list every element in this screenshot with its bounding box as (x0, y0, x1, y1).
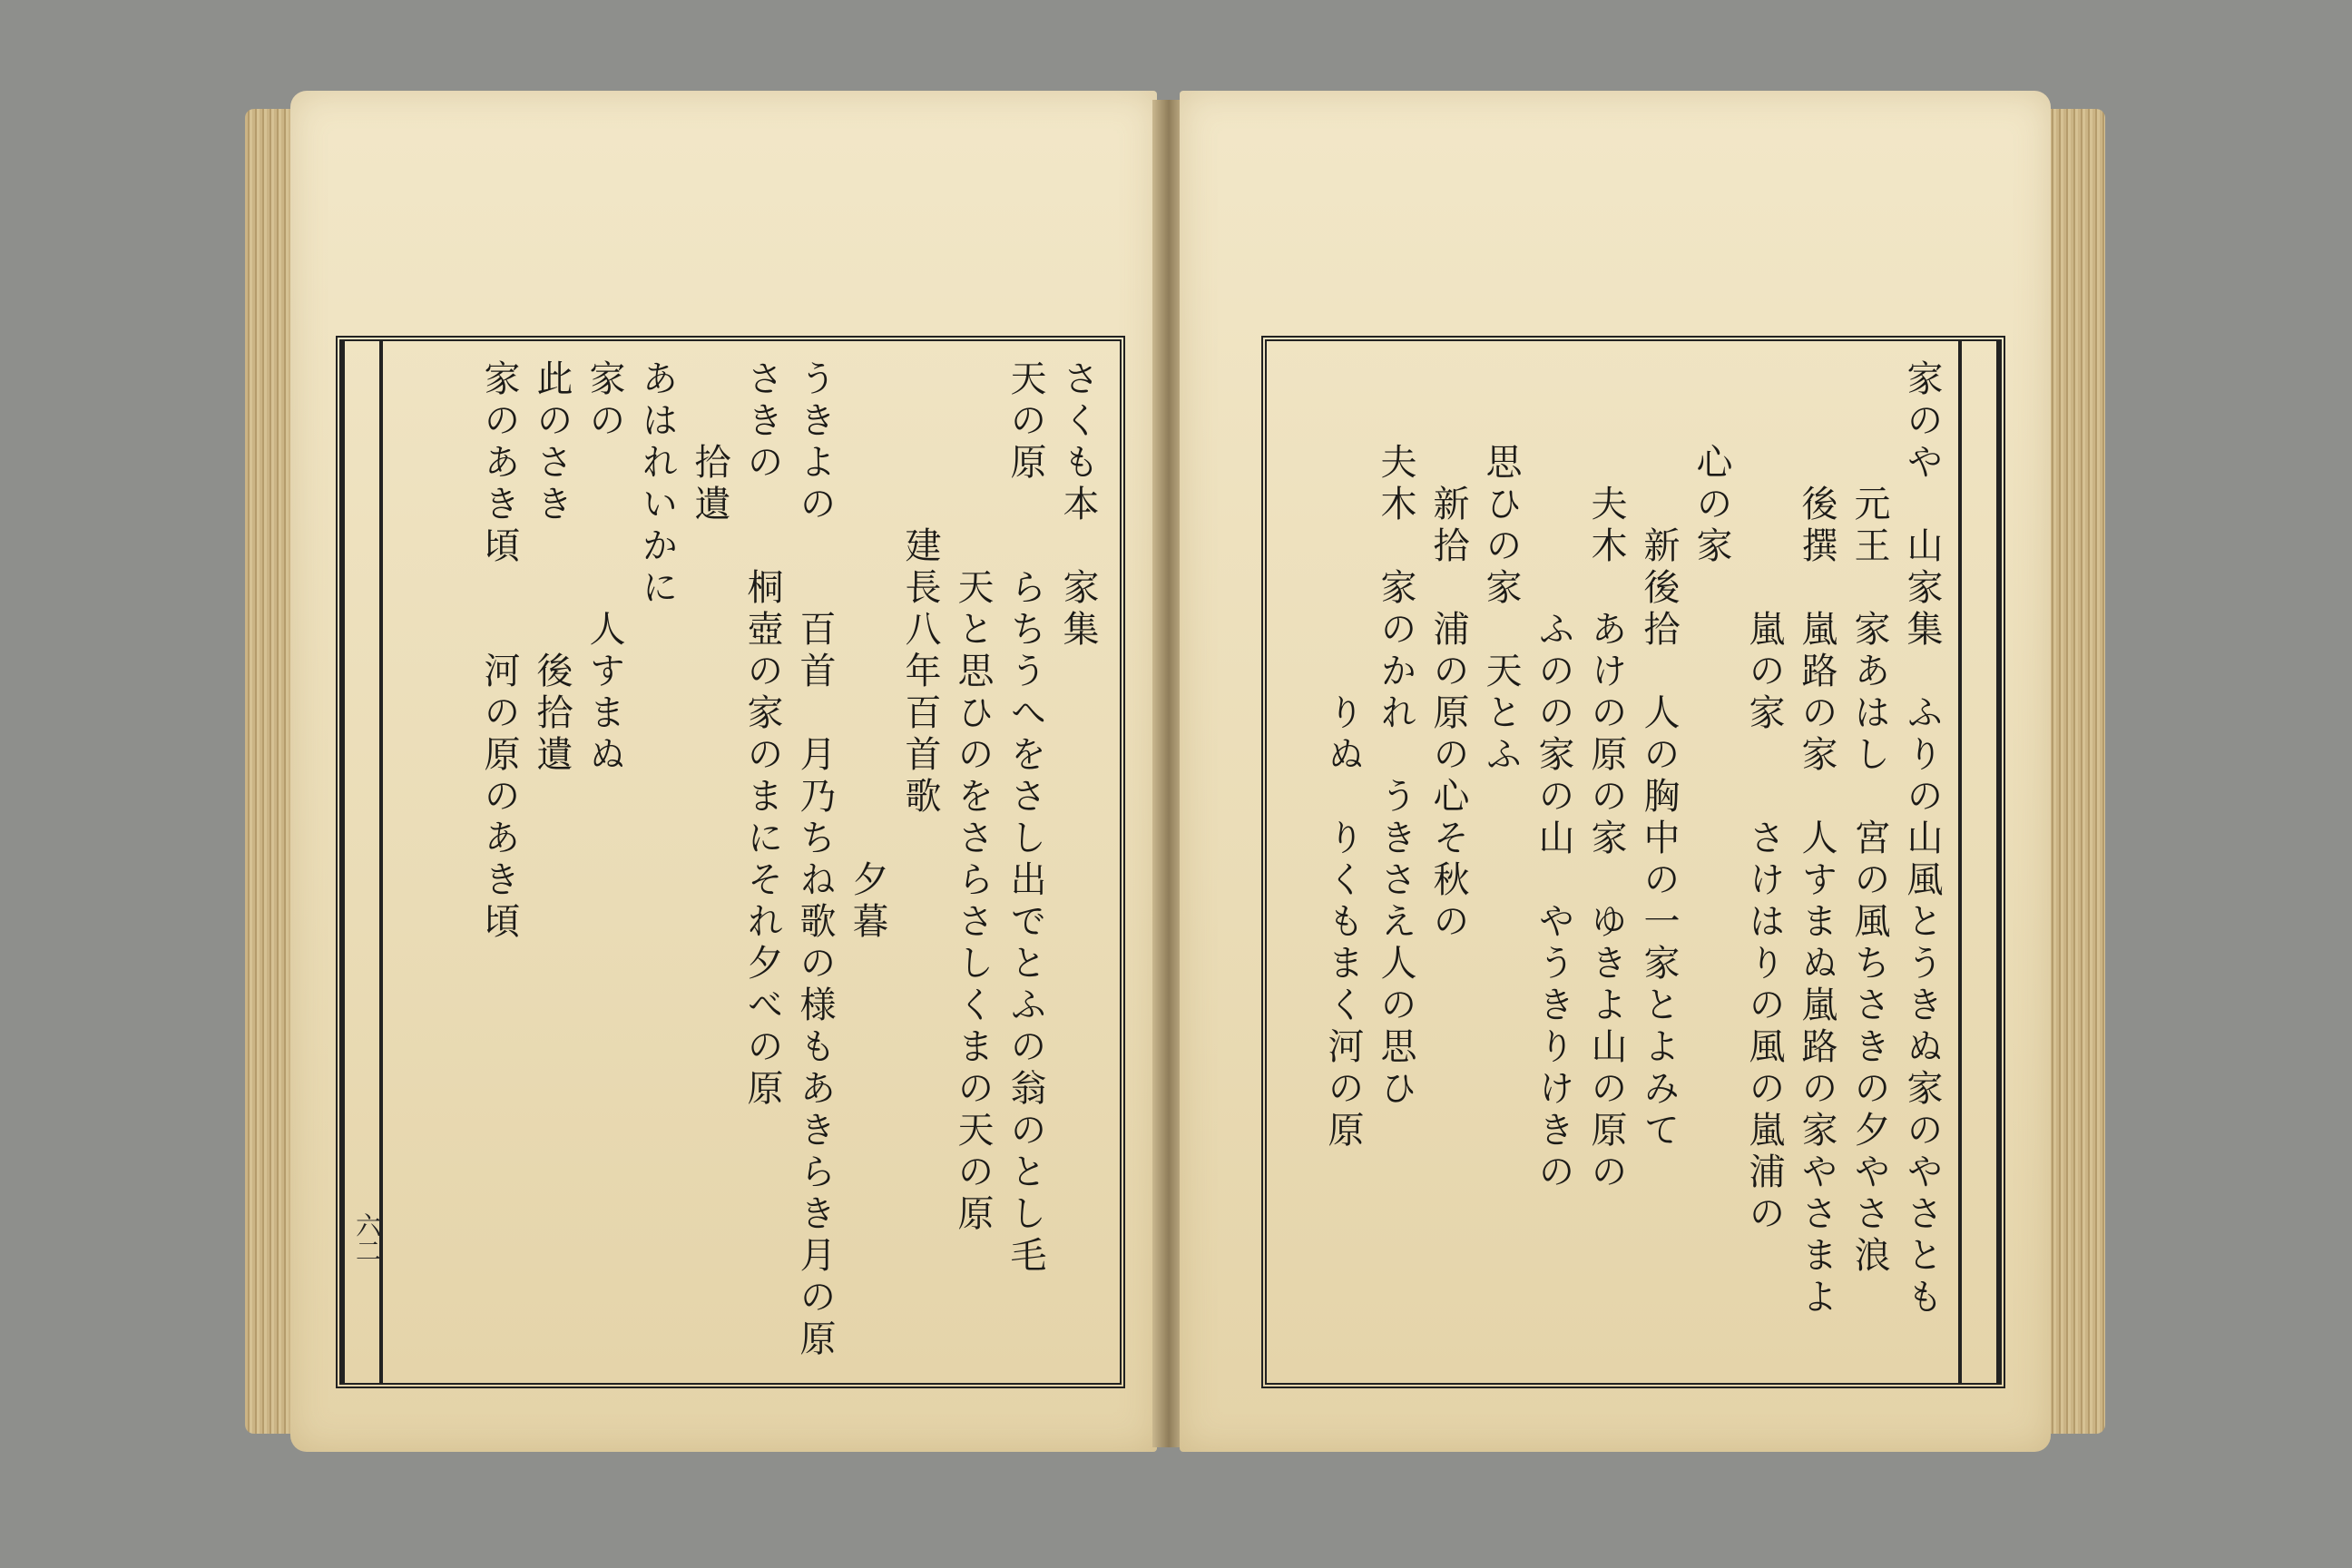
left-columns (396, 359, 1102, 1365)
text-column: 拾遺 (689, 359, 730, 526)
text-column: 天の原 らちうへをさし出でとふの翁のとし毛 (1004, 359, 1046, 1278)
right-page (1180, 91, 2051, 1452)
left-page (290, 91, 1157, 1452)
right-text-frame (1261, 336, 2005, 1388)
text-column: 夫木 あけの原の家 ゆきよ山の原の (1585, 359, 1627, 1194)
text-column: さくも本 家集 (1057, 359, 1099, 652)
text-column: ふのの家の山 やうきりけきの (1533, 359, 1574, 1194)
text-column: 家の 人すまぬ (583, 359, 625, 777)
text-column: 嵐の家 さけはりの風の嵐浦の (1743, 359, 1785, 1236)
text-column: 建長八年百首歌 (899, 359, 941, 818)
text-column: 新後拾 人の胸中の一家とよみて (1638, 359, 1680, 1152)
open-book (245, 91, 2105, 1470)
text-column: 元王 家あはし 宮の風ちさきの夕やさ浪 (1848, 359, 1890, 1278)
right-hashira (1958, 341, 2000, 1383)
text-column: 家のや 山家集 ふりの山風とうきぬ家のやさとも (1901, 359, 1943, 1319)
text-column: 此のさき 後拾遺 (531, 359, 573, 777)
right-columns (1285, 359, 1945, 1365)
text-column: うきよの 百首 月乃ちね歌の様もあきらき月の原 (794, 359, 836, 1361)
text-column: 家のあき頃 河の原のあき頃 (478, 359, 520, 944)
text-column: 新拾 浦の原の心そ秋の (1427, 359, 1469, 944)
text-column: 夫木 家のかれ うきさえ人の思ひ (1375, 359, 1416, 1111)
text-column: あはれいかに (636, 359, 678, 610)
text-column: 天と思ひのをさらさしくまの天の原 (952, 359, 994, 1236)
text-column: 心の家 (1690, 359, 1732, 568)
left-folio: 六二 (352, 1212, 382, 1263)
text-column: さきの 桐壺の家のまにそれ夕べの原 (741, 359, 783, 1111)
text-column: 夕暮 (847, 359, 888, 944)
right-page-edges (2042, 109, 2105, 1434)
left-text-frame (336, 336, 1125, 1388)
text-column: 後撰 嵐路の家 人すまぬ嵐路の家やさまよ (1796, 359, 1838, 1319)
text-column: りぬ りくもまく河の原 (1322, 359, 1364, 1152)
text-column: 思ひの家 天とふ (1480, 359, 1522, 777)
